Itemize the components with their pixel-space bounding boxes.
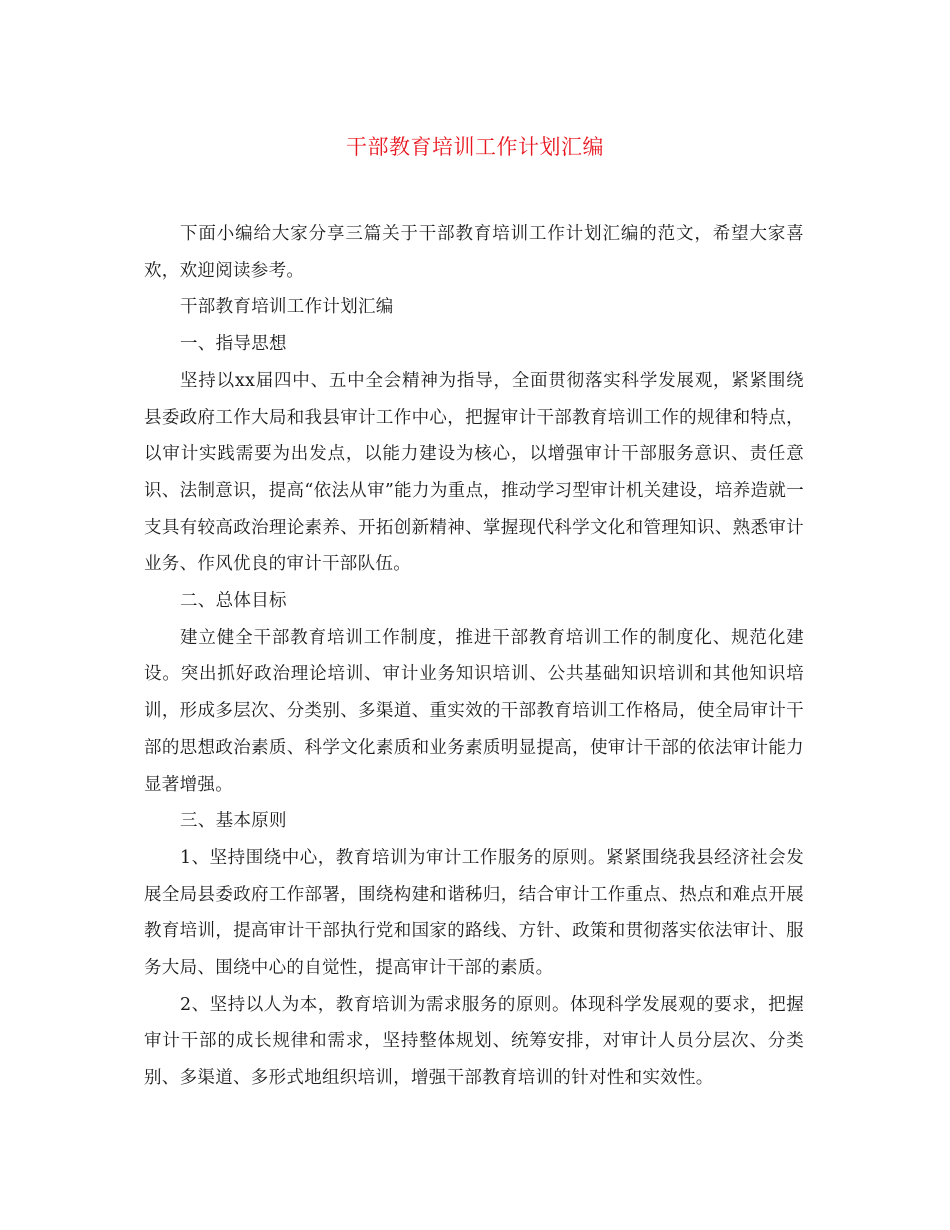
section-heading-guiding-thought: 一、指导思想 (180, 334, 287, 355)
principle-2-paragraph: 2、坚持以人为本，教育培训为需求服务的原则。体现科学发展观的要求，把握审计干部的成长规律和需求，坚持整体规划、统筹安排，对审计人员分层次、分类别、多渠道、多形式地组织培训，增强干部教育培训的针对性和实效性。 (144, 994, 804, 1089)
section-heading-basic-principles: 三、基本原则 (180, 811, 287, 832)
section-heading-overall-goal: 二、总体目标 (180, 591, 287, 612)
principle-1-paragraph: 1、坚持围绕中心，教育培训为审计工作服务的原则。紧紧围绕我县经济社会发展全局县委政府工作部署，围绕构建和谐秭归，结合审计工作重点、热点和难点开展教育培训，提高审计干部执行党和国家的路线、方针、政策和贯彻落实依法审计、服务大局、围绕中心的自觉性，提高审计干部的素质。 (144, 847, 804, 979)
document-title: 干部教育培训工作计划汇编 (346, 135, 604, 159)
overall-goal-paragraph: 建立健全干部教育培训工作制度，推进干部教育培训工作的制度化、规范化建设。突出抓好政治理论培训、审计业务知识培训、公共基础知识培训和其他知识培训，形成多层次、分类别、多渠道、重实效的干部教育培训工作格局，使全局审计干部的思想政治素质、科学文化素质和业务素质明显提高，使审计干部的依法审计能力显著增强。 (144, 627, 804, 795)
document-body (144, 216, 804, 1097)
guiding-thought-paragraph: 坚持以xx届四中、五中全会精神为指导，全面贯彻落实科学发展观，紧紧围绕县委政府工作大局和我县审计工作中心，把握审计干部教育培训工作的规律和特点，以审计实践需要为出发点，以能力建设为核心，以增强审计干部服务意识、责任意识、法制意识，提高“依法从审”能力为重点，推动学习型审计机关建设，培养造就一支具有较高政治理论素养、开拓创新精神、掌握现代科学文化和管理知识、熟悉审计业务、作风优良的审计干部队伍。 (144, 370, 804, 575)
section-heading-plan: 干部教育培训工作计划汇编 (180, 297, 394, 318)
intro-paragraph: 下面小编给大家分享三篇关于干部教育培训工作计划汇编的范文，希望大家喜欢，欢迎阅读参考。 (144, 224, 804, 281)
